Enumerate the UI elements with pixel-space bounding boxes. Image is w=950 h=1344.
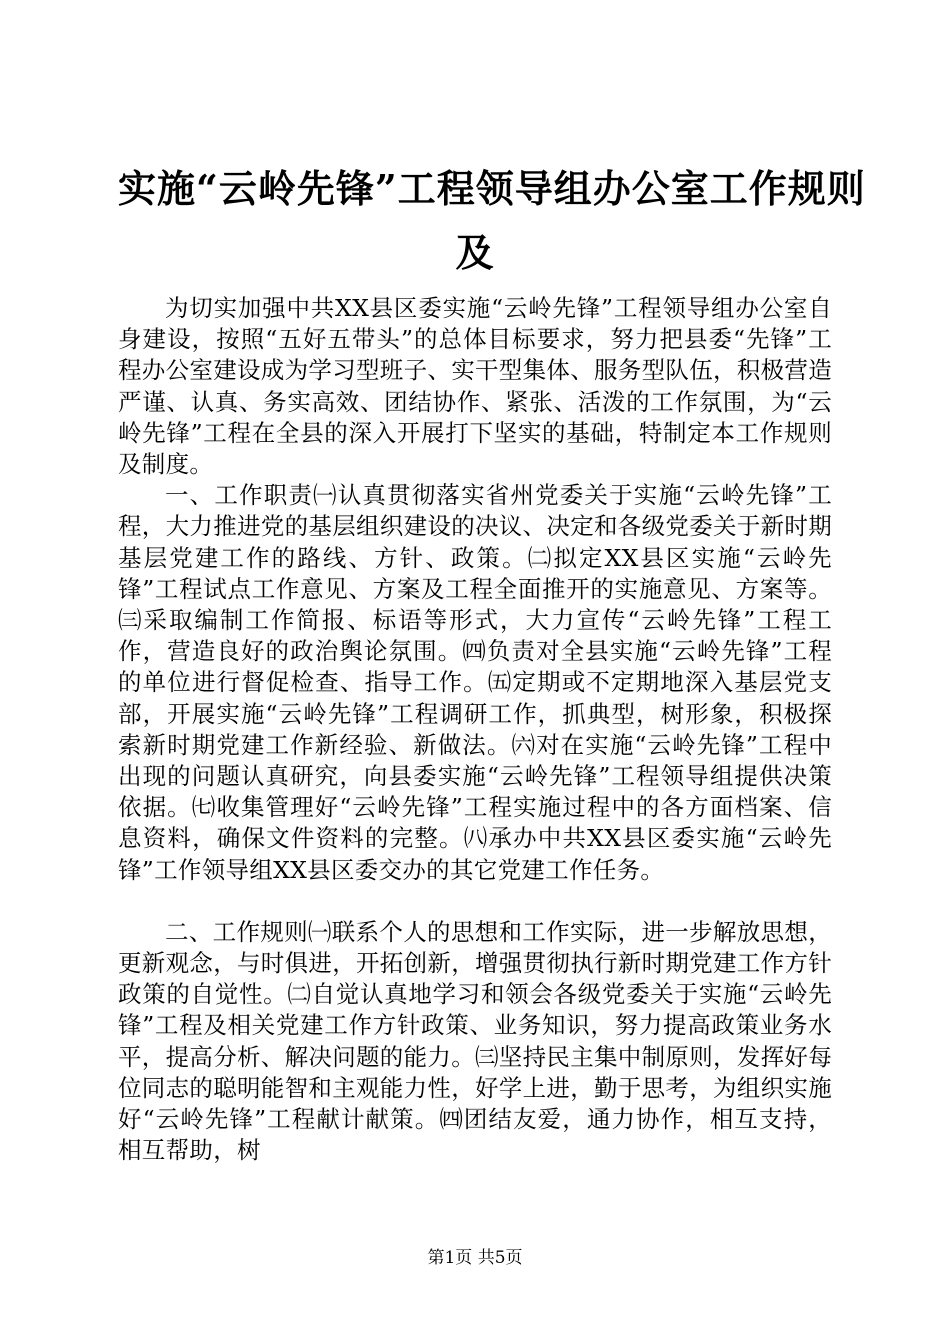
intro-paragraph: 为切实加强中共XX县区委实施“云岭先锋”工程领导组办公室自身建设，按照“五好五带头”的总体目标要求，努力把县委“先锋”工程办公室建设成为学习型班子、实干型集体、服务型队伍，积极营造严谨、认真、务实高效、团结协作、紧张、活泼的工作氛围，为“云岭先锋”工程在全县的深入开展打下坚实的基础，特制定本工作规则及制度。 (118, 294, 832, 479)
section-duties-paragraph: 一、工作职责㈠认真贯彻落实省州党委关于实施“云岭先锋”工程，大力推进党的基层组织建设的决议、决定和各级党委关于新时期基层党建工作的路线、方针、政策。㈡拟定XX县区实施“云岭先锋”工程试点工作意见、方案及工程全面推开的实施意见、方案等。㈢采取编制工作简报、标语等形式，大力宣传“云岭先锋”工程工作，营造良好的政治舆论氛围。㈣负责对全县实施“云岭先锋”工程的单位进行督促检查、指导工作。㈤定期或不定期地深入基层党支部，开展实施“云岭先锋”工程调研工作，抓典型，树形象，积极探索新时期党建工作新经验、新做法。㈥对在实施“云岭先锋”工程中出现的问题认真研究，向县委实施“云岭先锋”工程领导组提供决策依据。㈦收集管理好“云岭先锋”工程实施过程中的各方面档案、信息资料，确保文件资料的完整。㈧承办中共XX县区委实施“云岭先锋”工作领导组XX县区委交办的其它党建工作任务。 (118, 481, 832, 884)
paragraph-spacer (118, 886, 832, 917)
document-body (118, 293, 832, 1166)
page-number-footer: 第1页 共5页 (427, 1248, 523, 1268)
section-rules-paragraph: 二、工作规则㈠联系个人的思想和工作实际，进一步解放思想，更新观念，与时俱进，开拓创新，增强贯彻执行新时期党建工作方针政策的自觉性。㈡自觉认真地学习和领会各级党委关于实施“云岭先锋”工程及相关党建工作方针政策、业务知识，努力提高政策业务水平，提高分析、解决问题的能力。㈢坚持民主集中制原则，发挥好每位同志的聪明能智和主观能力性，好学上进，勤于思考，为组织实施好“云岭先锋”工程献计献策。㈣团结友爱，通力协作，相互支持，相互帮助，树 (118, 917, 832, 1165)
document-title: 实施“云岭先锋”工程领导组办公室工作规则 (118, 166, 866, 211)
document-title-continued: 及 (455, 230, 495, 275)
